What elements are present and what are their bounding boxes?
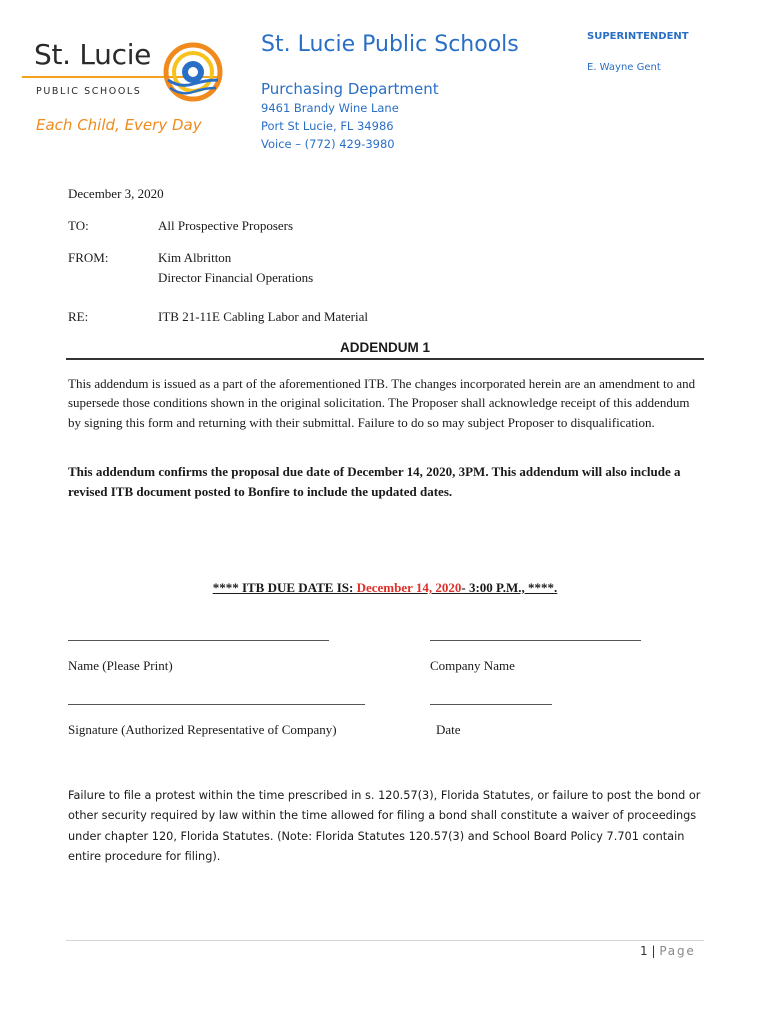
logo-tagline: Each Child, Every Day [36, 116, 202, 134]
phone-number: Voice – (772) 429-3980 [261, 137, 395, 151]
due-prefix: **** ITB DUE DATE IS: [212, 580, 357, 595]
due-date-notice [0, 580, 770, 596]
re-value: ITB 21-11E Cabling Labor and Material [158, 309, 368, 324]
date-line[interactable] [430, 704, 552, 705]
address-line-1: 9461 Brandy Wine Lane [261, 101, 399, 115]
signature-line[interactable] [68, 704, 365, 705]
sun-logo-icon [160, 40, 226, 104]
to-value: All Prospective Proposers [158, 218, 294, 233]
addendum-title: ADDENDUM 1 [339, 340, 430, 355]
company-signature-line[interactable] [430, 640, 641, 641]
superintendent-name: E. Wayne Gent [587, 62, 661, 73]
name-signature-line[interactable] [68, 640, 329, 641]
organization-name: St. Lucie Public Schools [261, 32, 519, 57]
addendum-paragraph-2: This addendum confirms the proposal due date of December 14, 2020, 3PM. This addendum will also include a revised ITB document posted to Bonfire to include the updated dates. [68, 464, 681, 499]
page-indicator [640, 944, 696, 958]
to-label: TO: [68, 218, 89, 233]
name-label: Name (Please Print) [68, 658, 173, 673]
signature-label: Signature (Authorized Representative of Company) [68, 722, 337, 737]
address-line-2: Port St Lucie, FL 34986 [261, 119, 394, 133]
title-divider [66, 358, 704, 360]
re-label: RE: [68, 309, 89, 324]
addendum-paragraph-1: This addendum is issued as a part of the aforementioned ITB. The changes incorporated herein are an amendment to and supersede those conditions shown in the original solicitation. The Proposer shall acknowledge receipt of this addendum by signing this form and returning with their submittal. Failure to do so may subject Proposer to disqualification. [68, 376, 696, 430]
date-label: Date [436, 722, 461, 737]
from-label: FROM: [68, 250, 109, 265]
logo-name: St. Lucie [34, 38, 152, 71]
memo-date: December 3, 2020 [68, 186, 164, 201]
protest-notice: Failure to file a protest within the time prescribed in s. 120.57(3), Florida Statutes, or failure to post the bond or other security required by law within the time allowed for filing a bond shall constitute a waiver of proceedings under chapter 120, Florida Statutes. (Note: Florida Statutes 120.57(3) and School Board Policy 7.701 contain entire procedure for filing). [68, 789, 701, 863]
logo-subtitle: PUBLIC SCHOOLS [36, 86, 142, 97]
superintendent-title: SUPERINTENDENT [587, 31, 689, 42]
from-title: Director Financial Operations [158, 270, 314, 285]
from-name: Kim Albritton [158, 250, 232, 265]
due-date: December 14, 2020 [356, 580, 462, 595]
page-number: 1 [640, 944, 648, 958]
footer-divider [66, 940, 704, 941]
page-separator: | [647, 944, 660, 958]
department-name: Purchasing Department [261, 80, 439, 98]
page-word: Page [659, 944, 696, 958]
due-suffix: - 3:00 P.M., ****. [461, 580, 558, 595]
company-label: Company Name [430, 658, 515, 673]
